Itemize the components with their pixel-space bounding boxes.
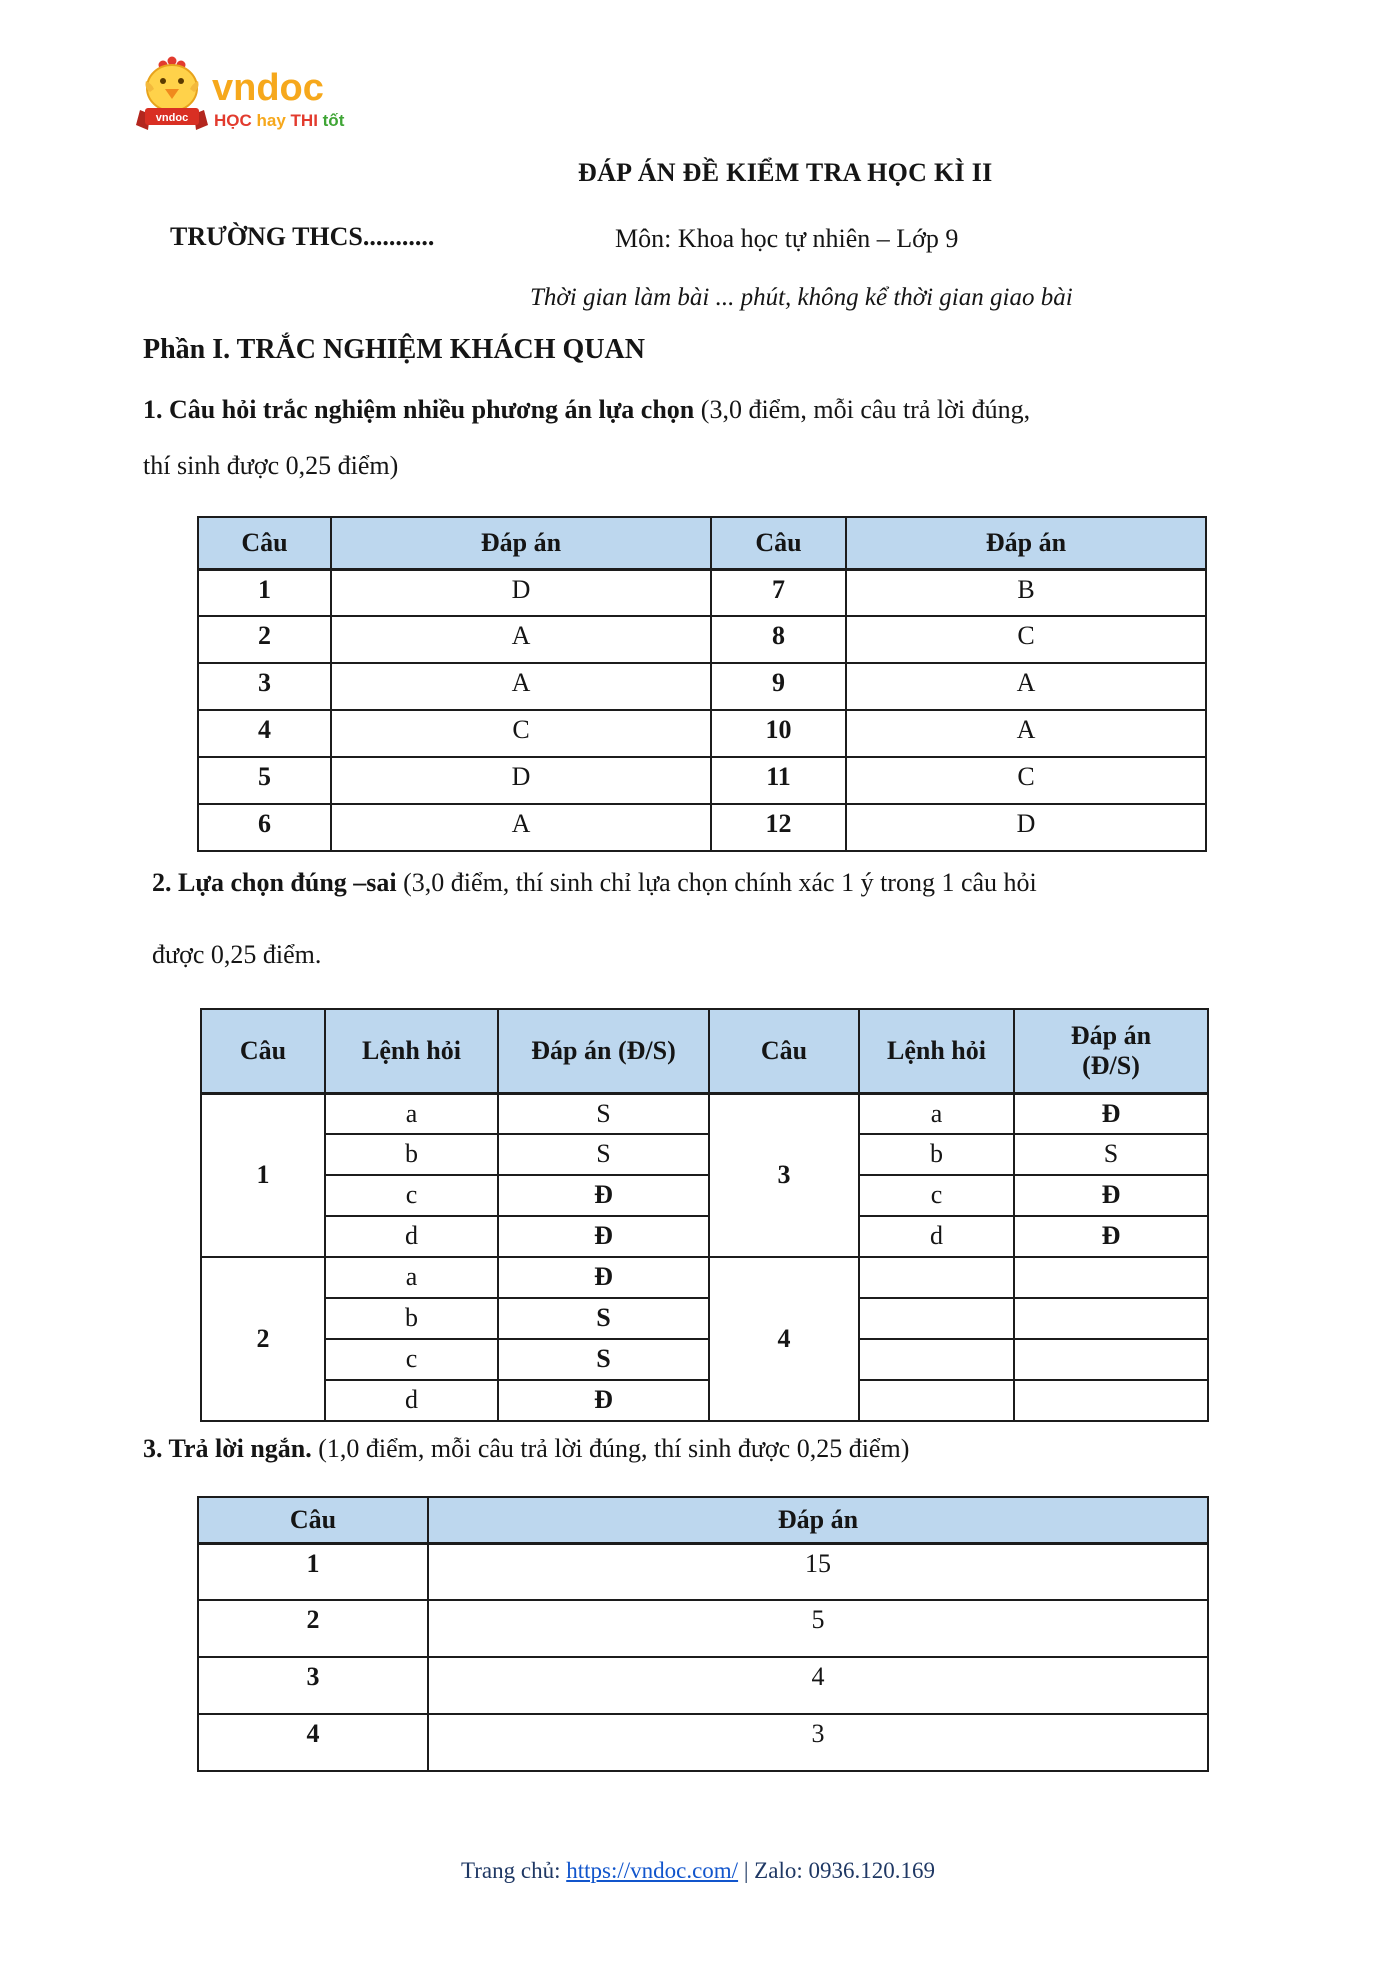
answer-cell: C: [846, 616, 1206, 663]
short-answer-table: [197, 1496, 1209, 1772]
column-header-cell: Câu: [711, 517, 846, 569]
sub-question-cell: [859, 1339, 1014, 1380]
question-number-cell: 7: [711, 569, 846, 616]
short-answer-row: [198, 1543, 1208, 1600]
section2-intro-line1: [152, 868, 1037, 898]
true-false-row: [201, 1339, 1208, 1380]
section1-line2: thí sinh được 0,25 điểm): [143, 451, 399, 480]
column-header-cell: Đáp án: [331, 517, 711, 569]
question-number-cell: 3: [709, 1093, 859, 1257]
table3-header-row: [198, 1497, 1208, 1543]
true-false-answer-table: [200, 1008, 1209, 1422]
answer-cell: Đ: [498, 1175, 709, 1216]
answer-cell: A: [846, 710, 1206, 757]
document-title: ĐÁP ÁN ĐỀ KIỂM TRA HỌC KÌ II: [578, 158, 993, 187]
answer-row: [198, 616, 1206, 663]
answer-cell: A: [331, 616, 711, 663]
section1-lead-rest: (3,0 điểm, mỗi câu trả lời đúng,: [694, 395, 1031, 424]
answer-cell: [1014, 1339, 1208, 1380]
short-answer-row: [198, 1657, 1208, 1714]
answer-cell: A: [846, 663, 1206, 710]
question-number-cell: 1: [201, 1093, 325, 1257]
question-number-cell: 10: [711, 710, 846, 757]
answer-cell: A: [331, 663, 711, 710]
table1-header-row: [198, 517, 1206, 569]
table2-header-row: [201, 1009, 1208, 1093]
column-header-cell: Câu: [198, 1497, 428, 1543]
school-name: TRƯỜNG THCS...........: [170, 222, 435, 251]
sub-question-cell: b: [325, 1134, 498, 1175]
column-header-cell: Câu: [201, 1009, 325, 1093]
section1-intro: [143, 382, 1030, 494]
true-false-row: [201, 1093, 1208, 1134]
question-number-cell: 5: [198, 757, 331, 804]
answer-cell: Đ: [1014, 1175, 1208, 1216]
answer-row: [198, 757, 1206, 804]
answer-row: [198, 710, 1206, 757]
answer-cell: 3: [428, 1714, 1208, 1771]
column-header-cell: Đáp án (Đ/S): [1014, 1009, 1208, 1093]
question-number-cell: 3: [198, 1657, 428, 1714]
question-number-cell: 2: [201, 1257, 325, 1421]
question-number-cell: 4: [198, 1714, 428, 1771]
answer-cell: [1014, 1380, 1208, 1421]
question-number-cell: 2: [198, 1600, 428, 1657]
section2-lead-bold: 2. Lựa chọn đúng –sai: [152, 868, 397, 897]
section3-lead-bold: 3. Trả lời ngắn.: [143, 1434, 312, 1463]
sub-question-cell: d: [325, 1380, 498, 1421]
answer-cell: S: [498, 1339, 709, 1380]
answer-cell: S: [498, 1298, 709, 1339]
sub-question-cell: b: [325, 1298, 498, 1339]
answer-cell: 4: [428, 1657, 1208, 1714]
sub-question-cell: d: [325, 1216, 498, 1257]
answer-cell: Đ: [498, 1380, 709, 1421]
time-note: Thời gian làm bài ... phút, không kể thời gian giao bài: [530, 284, 1073, 311]
answer-cell: S: [498, 1093, 709, 1134]
answer-cell: C: [331, 710, 711, 757]
footer-zalo-label: | Zalo: 0936.120.169: [738, 1858, 935, 1883]
tagline-word: THI: [285, 111, 318, 130]
footer-home-label: Trang chủ:: [461, 1858, 567, 1883]
answer-cell: 5: [428, 1600, 1208, 1657]
answer-cell: B: [846, 569, 1206, 616]
vndoc-logo: [136, 54, 356, 149]
footer-home-link[interactable]: https://vndoc.com/: [566, 1858, 739, 1883]
column-header-cell: Đáp án: [428, 1497, 1208, 1543]
section2-lead-rest: (3,0 điểm, thí sinh chỉ lựa chọn chính xác 1 ý trong 1 câu hỏi: [396, 868, 1037, 897]
true-false-row: [201, 1257, 1208, 1298]
answer-cell: C: [846, 757, 1206, 804]
question-number-cell: 1: [198, 569, 331, 616]
question-number-cell: 9: [711, 663, 846, 710]
answer-cell: [1014, 1257, 1208, 1298]
true-false-row: [201, 1134, 1208, 1175]
tagline-word: tốt: [317, 111, 345, 130]
tagline-word: HỌC: [214, 111, 252, 130]
sub-question-cell: [859, 1298, 1014, 1339]
page-footer: [0, 1858, 1396, 1884]
true-false-row: [201, 1216, 1208, 1257]
part-heading: Phần I. TRẮC NGHIỆM KHÁCH QUAN: [143, 334, 645, 365]
question-number-cell: 3: [198, 663, 331, 710]
brand-wordmark: vndoc: [212, 67, 324, 109]
sub-question-cell: c: [325, 1175, 498, 1216]
question-number-cell: 11: [711, 757, 846, 804]
short-answer-row: [198, 1600, 1208, 1657]
column-header-cell: Câu: [198, 517, 331, 569]
question-number-cell: 4: [198, 710, 331, 757]
sub-question-cell: b: [859, 1134, 1014, 1175]
ribbon-text: vndoc: [155, 112, 189, 124]
answer-cell: Đ: [498, 1216, 709, 1257]
sub-question-cell: c: [325, 1339, 498, 1380]
true-false-row: [201, 1298, 1208, 1339]
section3-lead-rest: (1,0 điểm, mỗi câu trả lời đúng, thí sinh được 0,25 điểm): [311, 1434, 910, 1463]
true-false-row: [201, 1380, 1208, 1421]
ribbon-banner: [136, 108, 208, 130]
section3-intro: [143, 1434, 909, 1464]
sub-question-cell: c: [859, 1175, 1014, 1216]
column-header-cell: Đáp án: [846, 517, 1206, 569]
question-number-cell: 1: [198, 1543, 428, 1600]
sub-question-cell: a: [325, 1257, 498, 1298]
answer-cell: A: [331, 804, 711, 851]
column-header-cell: Lệnh hỏi: [325, 1009, 498, 1093]
section2-intro-line2: được 0,25 điểm.: [152, 940, 322, 969]
question-number-cell: 6: [198, 804, 331, 851]
answer-cell: Đ: [1014, 1216, 1208, 1257]
vndoc-logo-graphic: [136, 54, 356, 144]
answer-cell: D: [331, 569, 711, 616]
column-header-cell: Đáp án (Đ/S): [498, 1009, 709, 1093]
section1-lead-bold: 1. Câu hỏi trắc nghiệm nhiều phương án lựa chọn: [143, 395, 695, 424]
answer-cell: [1014, 1298, 1208, 1339]
answer-row: [198, 804, 1206, 851]
sub-question-cell: d: [859, 1216, 1014, 1257]
brand-tagline: [214, 111, 345, 130]
answer-cell: S: [1014, 1134, 1208, 1175]
sub-question-cell: a: [325, 1093, 498, 1134]
subject-line: Môn: Khoa học tự nhiên – Lớp 9: [615, 224, 959, 253]
answer-cell: 15: [428, 1543, 1208, 1600]
answer-cell: D: [846, 804, 1206, 851]
multiple-choice-answer-table: [197, 516, 1207, 852]
answer-row: [198, 663, 1206, 710]
short-answer-row: [198, 1714, 1208, 1771]
answer-cell: Đ: [498, 1257, 709, 1298]
question-number-cell: 8: [711, 616, 846, 663]
column-header-cell: Câu: [709, 1009, 859, 1093]
sub-question-cell: [859, 1380, 1014, 1421]
answer-cell: D: [331, 757, 711, 804]
column-header-cell: Lệnh hỏi: [859, 1009, 1014, 1093]
answer-cell: Đ: [1014, 1093, 1208, 1134]
answer-row: [198, 569, 1206, 616]
chick-mascot-icon: [146, 57, 199, 112]
sub-question-cell: [859, 1257, 1014, 1298]
answer-cell: S: [498, 1134, 709, 1175]
true-false-row: [201, 1175, 1208, 1216]
tagline-word: hay: [251, 111, 286, 130]
question-number-cell: 4: [709, 1257, 859, 1421]
sub-question-cell: a: [859, 1093, 1014, 1134]
question-number-cell: 2: [198, 616, 331, 663]
question-number-cell: 12: [711, 804, 846, 851]
